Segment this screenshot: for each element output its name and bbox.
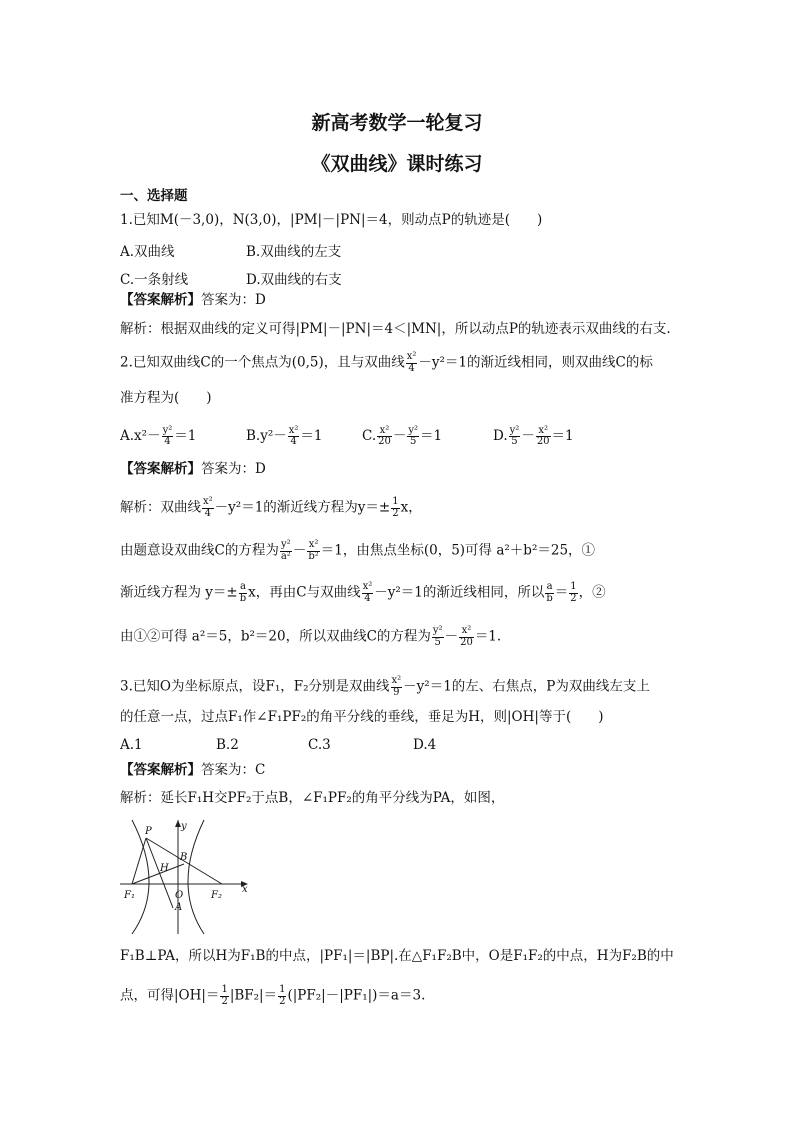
q1-answer <box>120 294 266 308</box>
hyperbola-figure <box>118 818 253 936</box>
q3-option-b: B.2 <box>216 737 239 753</box>
q2-option-c: C. $\frac{\text{x²}}{20}$ － $\frac{\text{y²}}{5}$ ＝1 <box>362 424 443 447</box>
q2-stem-line1: 2.已知双曲线C的一个焦点为(0,5)，且与双曲线 $\frac{\text{x²}}{4}$ －y²＝1的渐近线相同，则双曲线C的标 <box>120 351 653 374</box>
figure-label: B <box>180 852 188 863</box>
q1-option-b: B.双曲线的左支 <box>246 244 342 260</box>
q2-analysis-line1: 解析：双曲线 $\frac{\text{x²}}{4}$ －y²＝1的渐近线方程为y＝± $\frac{1}{2}$ x， <box>120 496 422 519</box>
q1-answer-text: 答案为：D <box>201 292 266 308</box>
q3-answer: 【答案解析】答案为：C <box>120 762 266 778</box>
q2-analysis-line2: 由题意设双曲线C的方程为 $\frac{\text{y²}}{\text{a²}}$ － $\frac{\text{x²}}{\text{b²}}$ ＝1，由焦点坐标(0，5)可得 a²＋b²＝25，① <box>120 539 596 562</box>
figure-label: F₁ <box>124 890 135 901</box>
q2-stem-line2: 准方程为( ) <box>120 390 212 406</box>
figure-label: x <box>242 884 248 895</box>
figure-label: A <box>175 902 183 913</box>
q2-option-a: A.x²－ $\frac{\text{y²}}{4}$ ＝1 <box>120 424 197 447</box>
page-title: 新高考数学一轮复习 <box>311 112 483 134</box>
q3-stem-line2: 的任意一点，过点F₁作∠F₁PF₂的角平分线的垂线，垂足为H，则|OH|等于( ) <box>120 709 604 725</box>
figure-label: H <box>160 863 169 874</box>
fraction: $\frac{\text{x²}}{4}$ <box>406 351 417 374</box>
figure-label: P <box>145 826 152 837</box>
answer-label: 【答案解析】 <box>120 292 201 308</box>
q2-analysis-line3: 渐近线方程为 y＝± $\frac{a}{b}$ x，再由C与双曲线 $\frac{\text{x²}}{4}$ －y²＝1的渐近线相同，所以 $\frac{a}{b}$ ＝ $\frac{1}{2}$ ，② <box>120 581 606 604</box>
page-subtitle: 《双曲线》课时练习 <box>311 153 483 175</box>
figure-label: O <box>175 890 184 901</box>
q3-option-c: C.3 <box>308 737 331 753</box>
q1-option-c: C.一条射线 <box>120 272 189 288</box>
right-branch <box>188 820 204 934</box>
q1-option-a: A.双曲线 <box>120 244 175 260</box>
q3-analysis-line2: F₁B⊥PA，所以H为F₁B的中点，|PF₁|＝|BP|.在△F₁F₂B中，O是F₁F₂的中点，H为F₂B的中 <box>120 948 674 964</box>
q1-stem: 1.已知M(－3,0)，N(3,0)，|PM|－|PN|＝4，则动点P的轨迹是( ) <box>120 212 543 228</box>
q2-option-b: B.y²－ $\frac{\text{x²}}{4}$ ＝1 <box>246 424 323 447</box>
q3-option-a: A.1 <box>120 737 143 753</box>
q3-analysis-line1: 解析：延长F₁H交PF₂于点B，∠F₁PF₂的角平分线为PA，如图， <box>120 790 505 806</box>
section-heading: 一、选择题 <box>120 188 188 204</box>
q3-stem-line1: 3.已知O为坐标原点，设F₁，F₂分别是双曲线 $\frac{\text{x²}}{9}$ －y²＝1的左、右焦点，P为双曲线左支上 <box>120 675 650 698</box>
figure-label: y <box>181 821 187 832</box>
q2-answer: 【答案解析】答案为：D <box>120 461 266 477</box>
q2-option-d: D. $\frac{\text{y²}}{5}$ － $\frac{\text{x²}}{20}$ ＝1 <box>493 424 574 447</box>
q3-analysis-line3: 点，可得|OH|＝ $\frac{1}{2}$ |BF₂|＝ $\frac{1}{2}$ (|PF₂|－|PF₁|)＝a＝3. <box>120 984 426 1007</box>
q1-option-d: D.双曲线的右支 <box>246 272 342 288</box>
q1-analysis: 解析：根据双曲线的定义可得|PM|－|PN|＝4＜|MN|，所以动点P的轨迹表示双曲线的右支. <box>120 321 671 337</box>
q2-analysis-line4: 由①②可得 a²＝5，b²＝20，所以双曲线C的方程为 $\frac{\text{y²}}{5}$ － $\frac{\text{x²}}{20}$ ＝1. <box>120 625 502 648</box>
q3-option-d: D.4 <box>413 737 437 753</box>
figure-label: F₂ <box>211 890 222 901</box>
